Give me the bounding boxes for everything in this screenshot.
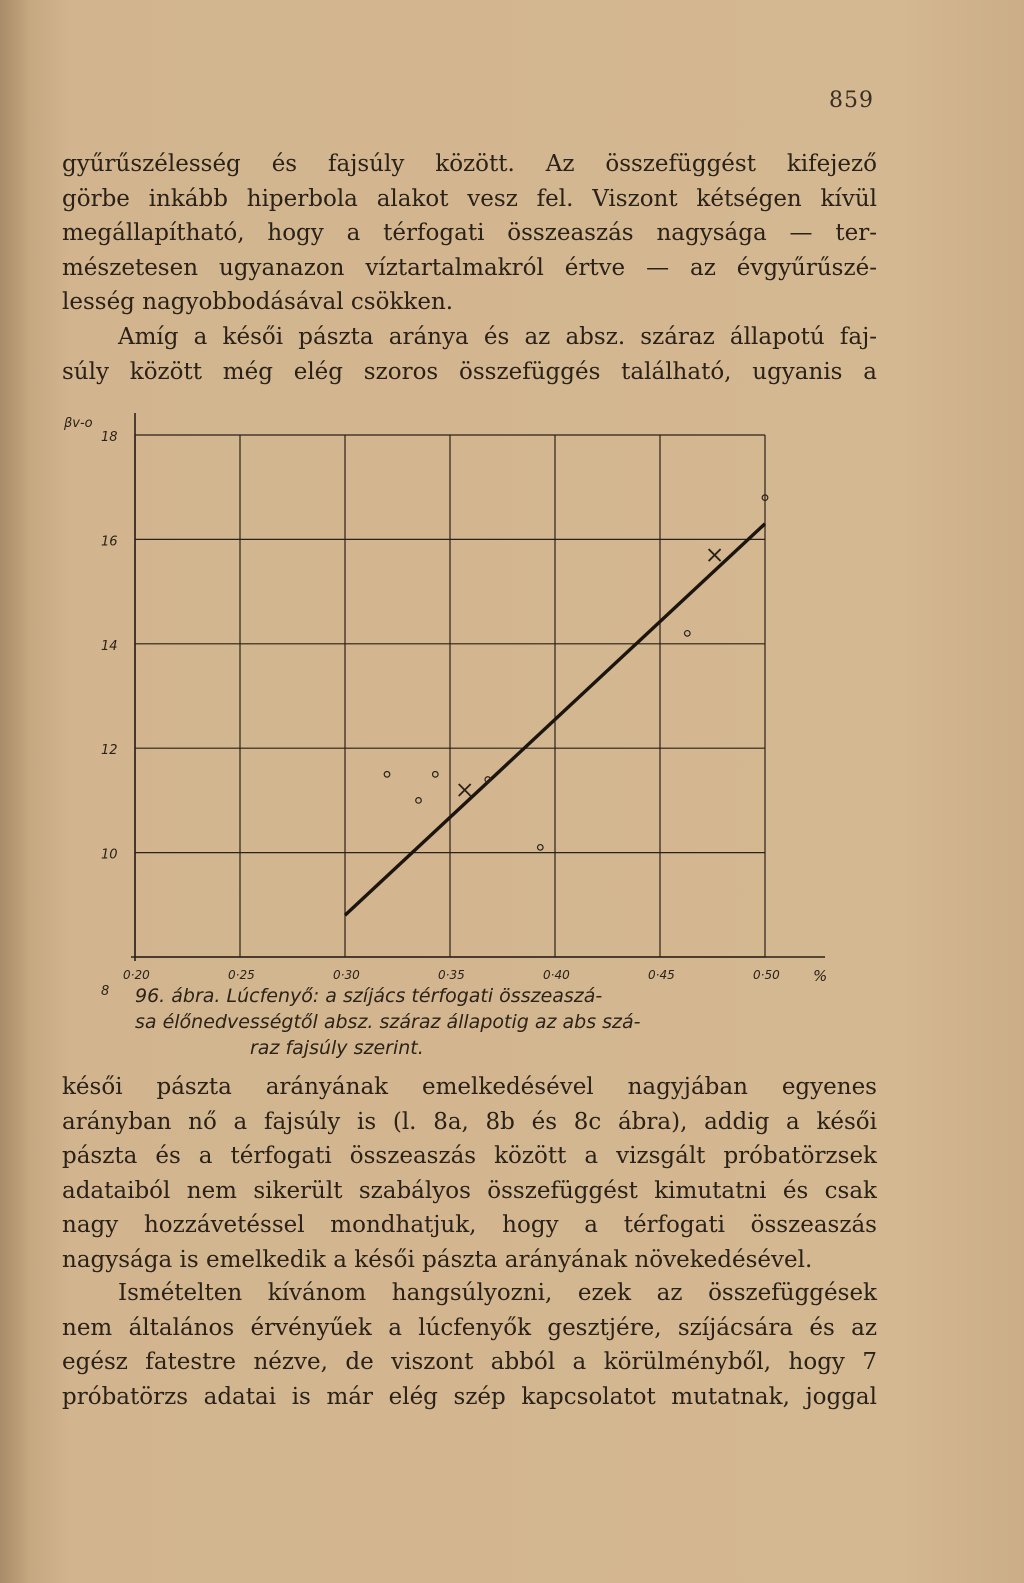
y-tick-label: 16	[101, 534, 118, 550]
x-tick-label: 0·45	[648, 968, 675, 982]
data-point-cross	[459, 784, 471, 796]
text-line: nagy hozzávetéssel mondhatjuk, hogy a térfogati összeaszás	[62, 1212, 877, 1238]
y-tick-label: 10	[101, 847, 118, 863]
text-line: lesség nagyobbodásával csökken.	[62, 289, 454, 315]
x-tick-label: 0·20	[123, 968, 150, 982]
figure-caption	[135, 985, 815, 1063]
x-tick-label: 0·30	[333, 968, 360, 982]
text-line: megállapítható, hogy a térfogati összeaszás nagysága — ter-	[62, 220, 877, 246]
text-line: Ismételten kívánom hangsúlyozni, ezek az összefüggések	[118, 1280, 877, 1306]
text-line: nagysága is emelkedik a késői pászta arányának növekedésével.	[62, 1246, 813, 1273]
text-line: próbatörzs adatai is már elég szép kapcsolatot mutatnak, joggal	[62, 1383, 877, 1410]
text-line: késői pászta arányának emelkedésével nagyjában egyenes	[62, 1074, 877, 1100]
data-point-circle	[384, 772, 390, 778]
figure-96	[60, 405, 890, 1065]
x-axis-label: %	[813, 967, 828, 985]
chart-svg	[60, 405, 890, 1005]
text-line: arányban nő a fajsúly is (l. 8a, 8b és 8c ábra), addig a késői	[62, 1108, 877, 1135]
x-tick-label: 0·50	[753, 968, 780, 982]
data-point-circle	[416, 798, 422, 804]
text-line: pászta és a térfogati összeaszás között a vizsgált próbatörzsek	[62, 1143, 877, 1169]
x-tick-label: 0·40	[543, 968, 570, 982]
y-tick-label: 8	[101, 984, 110, 999]
data-point-circle	[433, 772, 439, 778]
text-line: adataiból nem sikerült szabályos összefüggést kimutatni és csak	[62, 1177, 877, 1204]
text-line: nem általános érvényűek a lúcfenyők gesztjére, szíjácsára és az	[62, 1314, 877, 1341]
paragraph-top	[62, 147, 877, 320]
text-line: mészetesen ugyanazon víztartalmakról értve — az évgyűrűszé-	[62, 254, 877, 281]
paragraph-bottom-2	[62, 1276, 877, 1414]
y-tick-label: 12	[101, 743, 118, 759]
page-number: 859	[829, 88, 874, 113]
text-line: görbe inkább hiperbola alakot vesz fel. Viszont kétségen kívül	[62, 185, 877, 212]
text-line: súly között még elég szoros összefüggés található, ugyanis a	[62, 358, 877, 385]
paragraph-top-2	[62, 320, 877, 389]
x-tick-label: 0·25	[228, 968, 255, 982]
text-line: egész fatestre nézve, de viszont abból a körülményből, hogy 7	[62, 1349, 877, 1375]
data-point-circle	[685, 631, 691, 637]
x-tick-label: 0·35	[438, 968, 465, 982]
y-axis-label: βv-o	[64, 416, 93, 431]
caption-line: sa élőnedvességtől absz. száraz állapotig az abs szá-	[135, 1011, 641, 1033]
data-point-cross	[709, 549, 721, 561]
text-line: Amíg a késői pászta aránya és az absz. száraz állapotú faj-	[118, 324, 877, 350]
y-tick-label: 18	[101, 430, 118, 445]
text-line: gyűrűszélesség és fajsúly között. Az összefüggést kifejező	[62, 151, 877, 177]
caption-line: raz fajsúly szerint.	[250, 1037, 424, 1059]
y-tick-label: 14	[101, 638, 118, 654]
caption-line: 96. ábra. Lúcfenyő: a szíjács térfogati összeaszá-	[135, 985, 603, 1007]
paragraph-bottom	[62, 1070, 877, 1277]
data-point-circle	[538, 845, 544, 851]
